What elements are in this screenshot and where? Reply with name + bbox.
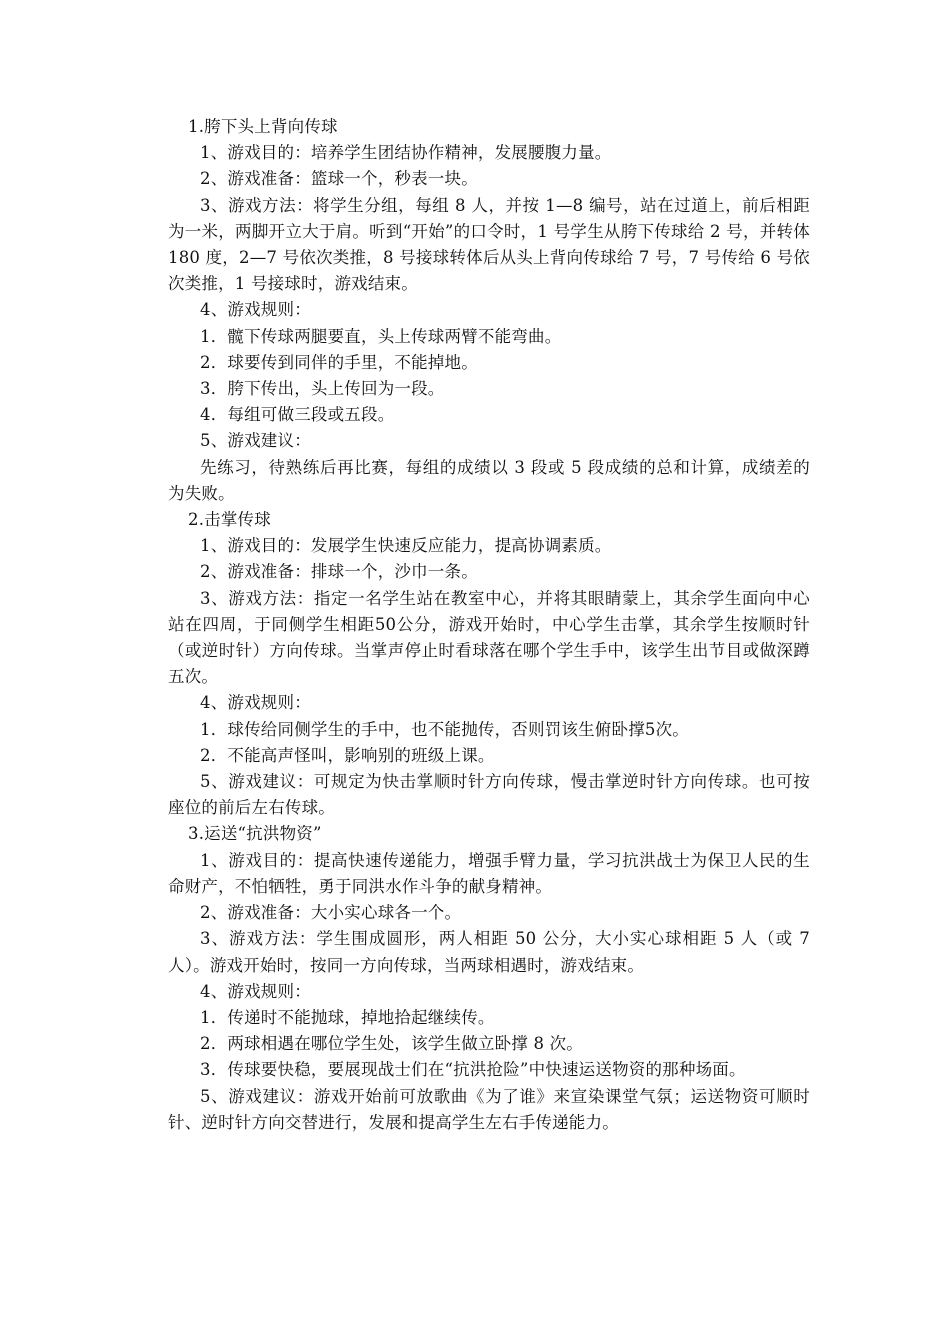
section-1-goal: 1、游戏目的：培养学生团结协作精神，发展腰腹力量。	[200, 143, 612, 163]
section-2-rule-1: 1．球传给同侧学生的手中，也不能抛传，否则罚该生俯卧撑5次。	[200, 719, 689, 739]
section-3-rules-heading: 4、游戏规则：	[200, 981, 311, 1001]
section-3-rule-2: 2．两球相遇在哪位学生处，该学生做立卧撑 8 次。	[200, 1034, 583, 1054]
section-3-preparation: 2、游戏准备：大小实心球各一个。	[200, 903, 462, 923]
section-2-rules-heading: 4、游戏规则：	[200, 693, 311, 713]
section-1-suggestion: 先练习，待熟练后再比赛，每组的成绩以 3 段或 5 段成绩的总和计算，成绩差的为失败。	[168, 457, 810, 503]
section-1-preparation: 2、游戏准备：篮球一个，秒表一块。	[200, 169, 478, 189]
document-page	[168, 114, 810, 1136]
section-3-method: 3、游戏方法：学生围成圆形，两人相距 50 公分，大小实心球相距 5 人（或 7 人）。游戏开始时，按同一方向传球，当两球相遇时，游戏结束。	[168, 929, 810, 975]
section-1-suggestion-heading: 5、游戏建议：	[200, 431, 311, 451]
section-1-rule-4: 4．每组可做三段或五段。	[200, 405, 395, 425]
section-2-suggestion: 5、游戏建议：可规定为快击掌顺时针方向传球，慢击掌逆时针方向传球。也可按座位的前后左右传球。	[168, 772, 810, 818]
section-2-method: 3、游戏方法：指定一名学生站在教室中心，并将其眼睛蒙上，其余学生面向中心站在四周，于同侧学生相距50公分，游戏开始时，中心学生击掌，其余学生按顺时针（或逆时针）方向传球。当掌声停止时看球落在哪个学生手中，该学生出节目或做深蹲五次。	[168, 588, 810, 687]
section-1-rule-1: 1．髋下传球两腿要直，头上传球两臂不能弯曲。	[200, 326, 562, 346]
section-1-rule-3: 3．胯下传出，头上传回为一段。	[200, 379, 445, 399]
section-2-goal: 1、游戏目的：发展学生快速反应能力，提高协调素质。	[200, 536, 612, 556]
section-3-rule-1: 1．传递时不能抛球，掉地拾起继续传。	[200, 1007, 495, 1027]
section-1-rules-heading: 4、游戏规则：	[200, 300, 311, 320]
section-3-title: 3.运送“抗洪物资”	[188, 824, 322, 844]
section-2-preparation: 2、游戏准备：排球一个，沙巾一条。	[200, 562, 478, 582]
section-3-suggestion: 5、游戏建议：游戏开始前可放歌曲《为了谁》来宣染课堂气氛；运送物资可顺时针、逆时针方向交替进行，发展和提高学生左右手传递能力。	[168, 1086, 810, 1132]
section-1-method: 3、游戏方法：将学生分组，每组 8 人，并按 1—8 编号，站在过道上，前后相距为一米，两脚开立大于肩。听到“开始”的口令时，1 号学生从胯下传球给 2 号，并转体 180 度，2—7 号依次类推，8 号接球转体后从头上背向传球给 7 号，7 号传给 6 号依次类推，1 号接球时，游戏结束。	[168, 195, 810, 294]
section-2-rule-2: 2．不能高声怪叫，影响别的班级上课。	[200, 745, 495, 765]
section-2-title: 2.击掌传球	[188, 510, 271, 530]
section-3-rule-3: 3．传球要快稳，要展现战士们在“抗洪抢险”中快速运送物资的那种场面。	[200, 1060, 746, 1080]
section-3-goal: 1、游戏目的：提高快速传递能力，增强手臂力量，学习抗洪战士为保卫人民的生命财产，不怕牺牲，勇于同洪水作斗争的献身精神。	[168, 850, 810, 896]
section-1-title: 1.胯下头上背向传球	[188, 117, 338, 136]
section-1-rule-2: 2．球要传到同伴的手里，不能掉地。	[200, 352, 478, 372]
